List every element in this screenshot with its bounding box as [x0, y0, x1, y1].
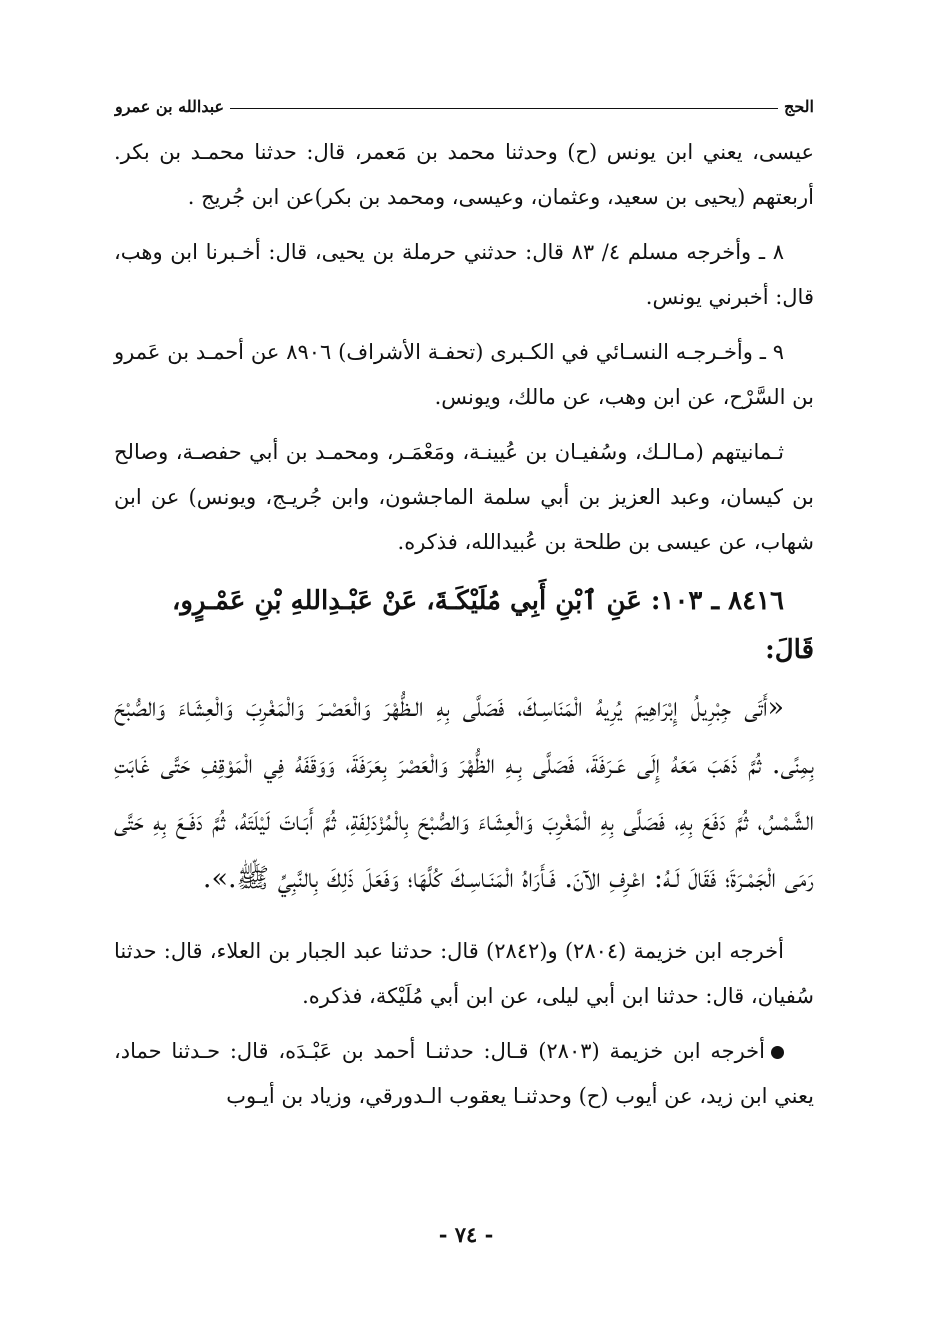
paragraph-3: ٩ ـ وأخـرجـه النسـائي في الكـبرى (تحفـة الأشراف) ٨٩٠٦ عن أحمـد بن عَمرو بن السَّرْح، عن ابن وهب، عن مالك، ويونس.: [114, 340, 814, 409]
header-chapter: الحج: [784, 97, 814, 116]
paragraph-2: ٨ ـ وأخرجه مسلم ٤/ ٨٣ قال: حدثني حرملة بن يحيى، قال: أخـبرنا ابن وهب، قال: أخبرني يونس.: [114, 240, 814, 309]
header-rule: [230, 108, 778, 109]
running-header: [115, 86, 814, 116]
paragraph-1: عيسى، يعني ابن يونس (ح) وحدثنا محمد بن مَعمر، قال: حدثنا محمـد بن بكر. أربعتهم (يحيى بن سعيد، وعثمان، وعيسى، ومحمد بن بكر)عن ابن جُريج .: [114, 140, 814, 209]
takhrij-1: أخرجه ابن خزيمة (٢٨٠٤) و(٢٨٤٢) قال: حدثنا عبد الجبار بن العلاء، قال: حدثنا سُفيان، قال: حدثنا ابن أبي ليلى، عن ابن أبي مُلَيْكة، فذكره.: [114, 939, 814, 1008]
hadith-heading: ٨٤١٦ ـ ١٠٣: عَنِ ٱبْنِ أَبِي مُلَيْكَـةَ، عَنْ عَبْـدِاللهِ بْنِ عَمْـرٍو،: [171, 586, 784, 616]
page-body: [114, 130, 814, 1129]
paragraph-4: ثـمانيتهم (مـالـك، وسُفيـان بن عُيينـة، ومَعْمَـر، ومحمـد بن أبي حفصـة، وصالح بن كيسان، وعبد العزيز بن أبي سلمة الماجشون، وابن جُريـج، ويونس) عن ابن شهاب، عن عيسى بن طلحة بن عُبيدالله، فذكره.: [114, 440, 814, 554]
page-number: - ٧٤ -: [438, 1222, 494, 1247]
header-narrator: عبدالله بن عمرو: [115, 97, 225, 116]
takhrij-2: [114, 1029, 814, 1119]
hadith-qal: قَالَ:: [765, 635, 814, 665]
hadith-text: «أَتَى جِبْرِيلُ إِبْرَاهِيمَ يُرِيهُ الْمَنَاسِـكَ، فَصَلَّى بِهِ الـظُّهْرَ وَالْعَصْـرَ وَالْمَغْرِبَ وَالْعِشَاءَ وَالصُّبْحَ بِمِنًى. ثُمَّ ذَهَبَ مَعَهُ إِلَى عَـرَفَةَ، فَصَلَّى بِـهِ الظُّهْرَ وَالْعَصْرَ بِعَرَفَةَ، وَوَقَفَهُ فِي الْمَوْقِفِ حَتَّى غَابَتِ الشَّمْسُ، ثُمَّ دَفَعَ بِهِ، فَصَلَّى بِهِ الْمَغْرِبَ وَالْعِشَاءَ وَالصُّبْحَ بِالْمُزْدَلِفَةِ، ثُمَّ أَبَـاتَ لَيْلَتَهُ، ثُمَّ دَفَـعَ بِهِ حَتَّى رَمَى الْجَمْـرَةَ؛ فَقَالَ لَـهُ: اعْرِفِ الآنَ. فَـأَرَاهُ الْمَنَـاسِـكَ كُلَّهَا؛ وَفَعَلَ ذَلِكَ بِالنَّبِيِّ ﷺ.».: [114, 692, 814, 894]
bullet-icon: [771, 1046, 784, 1059]
takhrij-2-text: أخرجه ابن خزيمة (٢٨٠٣) قـال: حدثنـا أحمد بن عَبْـدَه، قال: حـدثنا حماد، يعني ابن زيد، عن أيوب (ح) وحدثنـا يعقوب الـدورقي، وزياد بن أيـوب: [114, 1039, 814, 1108]
